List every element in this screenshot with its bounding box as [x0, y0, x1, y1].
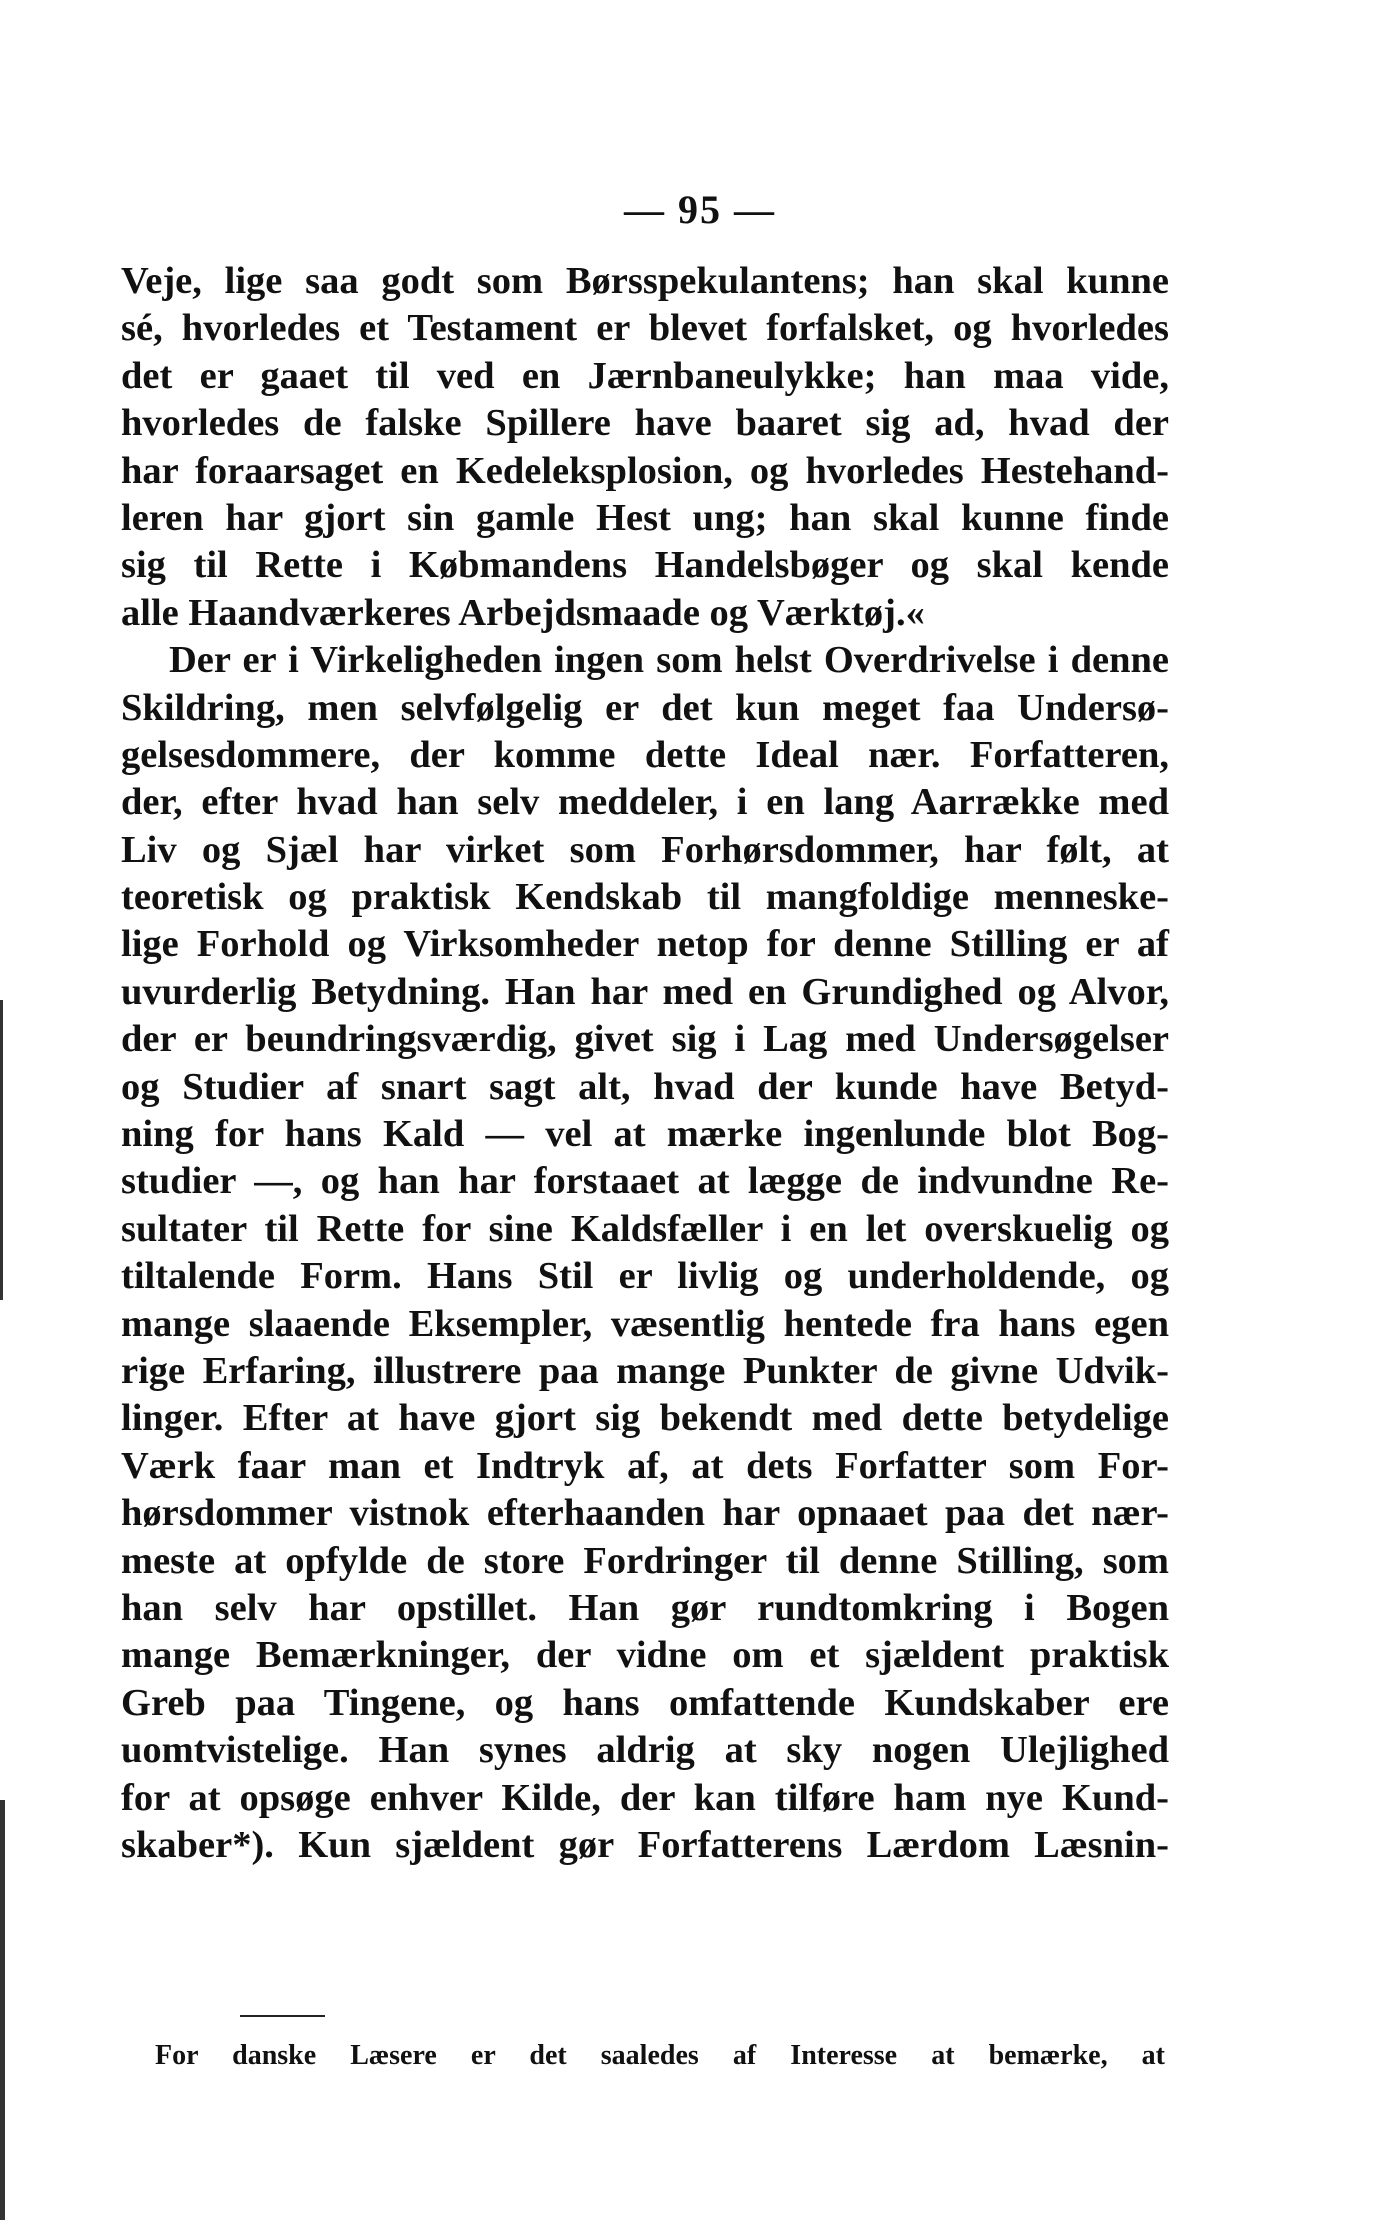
text-line: det er gaaet til ved en Jærnbaneulykke; han maa vide, [121, 354, 1169, 397]
text-line: Liv og Sjæl har virket som Forhørsdommer, har følt, at [121, 828, 1169, 871]
text-line: sé, hvorledes et Testament er blevet forfalsket, og hvorledes [121, 307, 1169, 350]
text-line: linger. Efter at have gjort sig bekendt med dette betydelige [121, 1397, 1169, 1440]
page-number: — 95 — [624, 187, 776, 232]
paragraph-start-line: Der er i Virkeligheden ingen som helst Overdrivelse i denne [169, 639, 1169, 682]
text-line: alle Haandværkeres Arbejdsmaade og Værktøj.« [121, 591, 925, 634]
text-line: mange Bemærkninger, der vidne om et sjældent praktisk [121, 1634, 1169, 1677]
text-line: meste at opfylde de store Fordringer til denne Stilling, som [121, 1539, 1169, 1582]
text-line: Greb paa Tingene, og hans omfattende Kundskaber ere [121, 1681, 1169, 1724]
text-line: mange slaaende Eksempler, væsentlig hentede fra hans egen [121, 1302, 1169, 1345]
text-line: studier —, og han har forstaaet at lægge de indvundne Re- [121, 1160, 1169, 1203]
text-line: sig til Rette i Købmandens Handelsbøger og skal kende [121, 544, 1169, 587]
text-line: har foraarsaget en Kedeleksplosion, og hvorledes Hestehand- [121, 449, 1169, 492]
text-line: han selv har opstillet. Han gør rundtomkring i Bogen [121, 1586, 1169, 1629]
text-line: hørsdommer vistnok efterhaanden har opnaaet paa det nær- [121, 1492, 1169, 1535]
text-line: lige Forhold og Virksomheder netop for denne Stilling er af [121, 923, 1169, 966]
text-line: for at opsøge enhver Kilde, der kan tilføre ham nye Kund- [121, 1776, 1169, 1819]
text-line: Veje, lige saa godt som Børsspekulantens; han skal kunne [121, 260, 1169, 302]
text-line: Skildring, men selvfølgelig er det kun meget faa Undersø- [121, 686, 1169, 729]
text-line: rige Erfaring, illustrere paa mange Punkter de givne Udvik- [121, 1349, 1169, 1392]
footnote: For danske Læsere er det saaledes af Interesse at bemærke, at [155, 2040, 1165, 2071]
text-line: og Studier af snart sagt alt, hvad der kunde have Betyd- [121, 1065, 1169, 1108]
text-line: uvurderlig Betydning. Han har med en Grundighed og Alvor, [121, 970, 1169, 1013]
text-line: uomtvistelige. Han synes aldrig at sky nogen Ulejlighed [121, 1729, 1169, 1772]
text-line: gelsesdommere, der komme dette Ideal nær. Forfatteren, [121, 733, 1169, 776]
text-line: hvorledes de falske Spillere have baaret sig ad, hvad der [121, 402, 1169, 445]
text-line: ning for hans Kald — vel at mærke ingenlunde blot Bog- [121, 1113, 1169, 1156]
margin-edge-mark [0, 1000, 3, 1300]
text-line: teoretisk og praktisk Kendskab til mangfoldige menneske- [121, 876, 1169, 919]
text-line: Værk faar man et Indtryk af, at dets Forfatter som For- [121, 1444, 1169, 1487]
text-line: tiltalende Form. Hans Stil er livlig og underholdende, og [121, 1255, 1169, 1298]
text-line: der, efter hvad han selv meddeler, i en lang Aarrække med [121, 781, 1169, 824]
footnote-divider [240, 2015, 325, 2017]
text-line: sultater til Rette for sine Kaldsfæller i en let overskuelig og [121, 1207, 1169, 1250]
text-line: skaber*). Kun sjældent gør Forfatterens Lærdom Læsnin- [121, 1823, 1169, 1866]
text-line: leren har gjort sin gamle Hest ung; han skal kunne finde [121, 496, 1169, 539]
text-line: der er beundringsværdig, givet sig i Lag med Undersøgelser [121, 1018, 1169, 1061]
body-text [121, 258, 1169, 1869]
margin-edge-mark [0, 1800, 5, 2220]
